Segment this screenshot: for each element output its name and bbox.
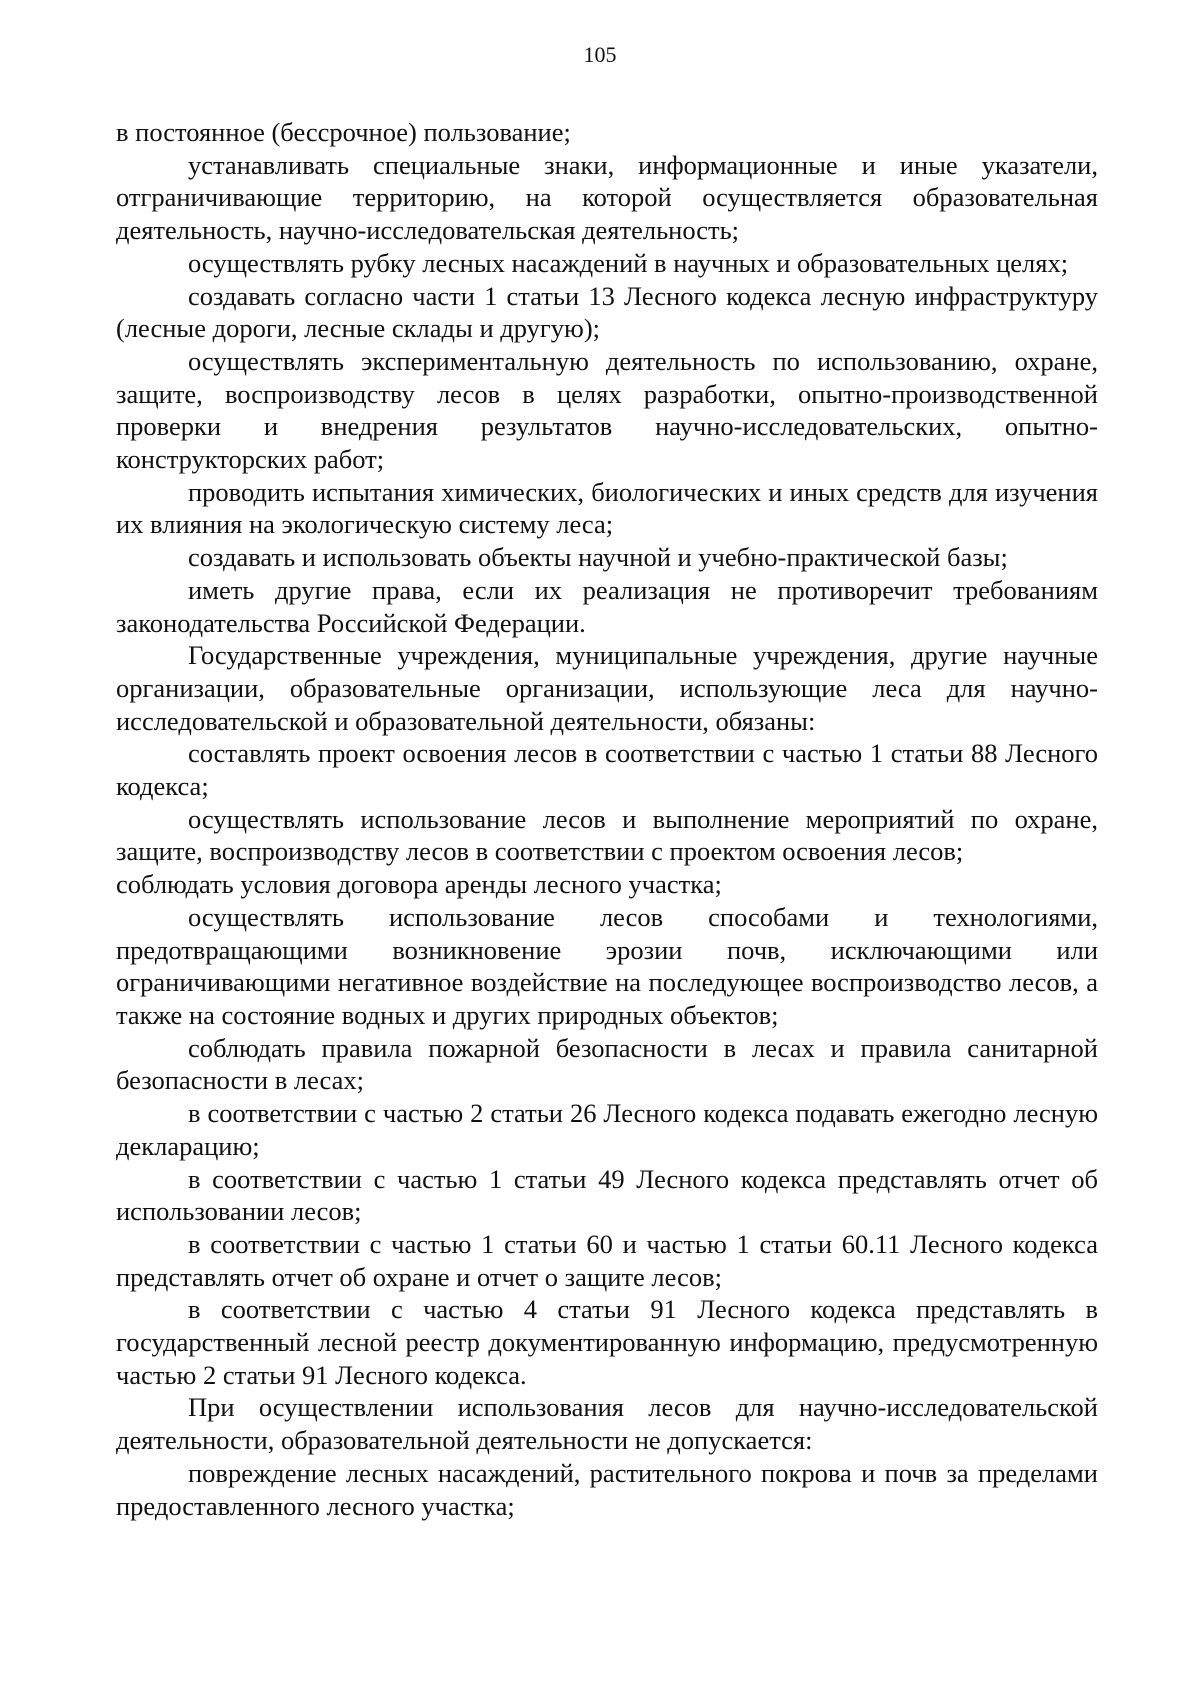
paragraph: осуществлять использование лесов способами и технологиями, предотвращающими возникновение эрозии почв, исключающими или ограничивающими негативное воздействие на последующее воспроизводство лесов, а также на состояние водных и других природных объектов; (116, 901, 1098, 1030)
paragraph: При осуществлении использования лесов для научно-исследовательской деятельности, образовательной деятельности не допускается: (116, 1392, 1098, 1456)
paragraph: осуществлять использование лесов и выполнение мероприятий по охране, защите, воспроизводству лесов в соответствии с проектом освоения лесов; (116, 803, 1098, 867)
paragraph: соблюдать правила пожарной безопасности в лесах и правила санитарной безопасности в лесах; (116, 1032, 1098, 1096)
paragraph: в соответствии с частью 2 статьи 26 Лесного кодекса подавать ежегодно лесную декларацию; (116, 1098, 1098, 1161)
paragraph: осуществлять экспериментальную деятельность по использованию, охране, защите, воспроизводству лесов в целях разработки, опытно-производственной проверки и внедрения результатов научно-исследовательских, опытно-конструкторских работ; (116, 345, 1098, 475)
paragraph: осуществлять рубку лесных насаждений в научных и образовательных целях; (188, 247, 1069, 278)
paragraph: в соответствии с частью 1 статьи 60 и частью 1 статьи 60.11 Лесного кодекса представлять отчет об охране и отчет о защите лесов; (116, 1228, 1098, 1292)
paragraph: в соответствии с частью 4 статьи 91 Лесного кодекса представлять в государственный лесной реестр документированную информацию, предусмотренную частью 2 статьи 91 Лесного кодекса. (116, 1294, 1098, 1390)
paragraph: в соответствии с частью 1 статьи 49 Лесного кодекса представлять отчет об использовании лесов; (116, 1163, 1098, 1227)
paragraph: проводить испытания химических, биологических и иных средств для изучения их влияния на экологическую систему леса; (116, 476, 1098, 540)
document-body (116, 116, 1098, 1522)
paragraph: создавать согласно части 1 статьи 13 Лесного кодекса лесную инфраструктуру (лесные дороги, лесные склады и другую); (116, 280, 1098, 344)
page-number: 105 (583, 42, 617, 67)
paragraph: в постоянное (бессрочное) пользование; (116, 117, 571, 147)
paragraph: Государственные учреждения, муниципальные учреждения, другие научные организации, образовательные организации, использующие леса для научно-исследовательской и образовательной деятельности, обязаны: (116, 640, 1098, 736)
paragraph: составлять проект освоения лесов в соответствии с частью 1 статьи 88 Лесного кодекса; (116, 738, 1098, 802)
paragraph: устанавливать специальные знаки, информационные и иные указатели, отграничивающие территорию, на которой осуществляется образовательная деятельность, научно-исследовательская деятельность; (116, 149, 1098, 246)
paragraph: повреждение лесных насаждений, растительного покрова и почв за пределами предоставленного лесного участка; (116, 1457, 1098, 1521)
paragraph: создавать и использовать объекты научной и учебно-практической базы; (188, 542, 1008, 573)
paragraph: иметь другие права, если их реализация не противоречит требованиям законодательства Российской Федерации. (116, 574, 1098, 638)
paragraph: соблюдать условия договора аренды лесного участка; (116, 869, 722, 900)
